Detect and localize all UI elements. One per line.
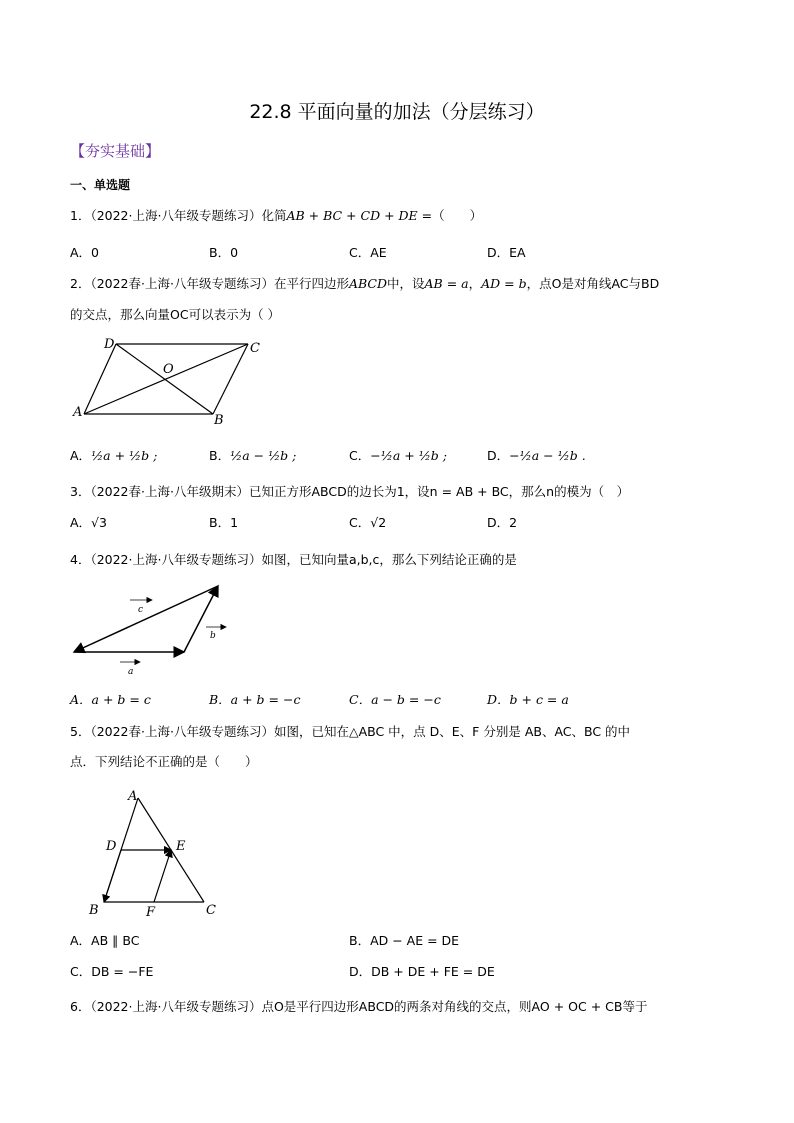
q4-option-b[interactable]: B．a + b = −c — [209, 692, 301, 707]
q2-option-d[interactable] — [487, 446, 586, 464]
triangle-midpoints-figure — [84, 786, 234, 920]
label-o: O — [163, 362, 174, 377]
q2-option-b[interactable] — [209, 446, 296, 464]
label-a: A — [73, 405, 83, 420]
question-2-mid: 中，设 — [387, 276, 425, 291]
q3-option-c[interactable]: C．√2 — [349, 515, 387, 530]
q2-option-d-expr: −½a − ½b . — [509, 448, 586, 463]
q2-option-a[interactable] — [70, 446, 157, 464]
question-2-suffix: ，点O是对角线AC与BD — [526, 276, 660, 291]
label-b: B — [89, 903, 99, 918]
question-1-prefix: 1．（2022·上海·八年级专题练习）化简 — [70, 208, 287, 223]
label-f: F — [146, 905, 156, 920]
q4-option-a[interactable]: A．a + b = c — [70, 692, 151, 707]
q3-option-d[interactable]: D．2 — [487, 515, 518, 530]
label-b: b — [210, 631, 216, 641]
label-d: D — [104, 337, 115, 352]
question-5-line2: 点．下列结论不正确的是（ ） — [70, 754, 258, 769]
label-c: C — [206, 903, 216, 918]
q1-option-b[interactable]: B．0 — [209, 245, 239, 260]
q2-option-b-expr: ½a − ½b ; — [230, 448, 297, 463]
label-d: D — [106, 839, 117, 854]
vector-b-arrow — [184, 586, 218, 652]
vector-triangle-figure — [70, 578, 240, 678]
q1-option-d[interactable]: D．EA — [487, 245, 526, 260]
label-a: a — [128, 667, 134, 677]
question-1-suffix: （ ） — [432, 208, 483, 223]
q2-option-c[interactable] — [349, 446, 447, 464]
parallelogram-name: ABCD — [348, 276, 387, 291]
q5-option-b[interactable]: B．AD − AE = DE — [349, 933, 460, 948]
vector-a-definition: AB = a — [424, 276, 469, 291]
q3-option-a[interactable]: A．√3 — [70, 515, 107, 530]
q5-option-d[interactable]: D．DB + DE + FE = DE — [349, 964, 495, 979]
question-2-line1: 2．（2022春·上海·八年级专题练习）在平行四边形ABCD中，设AB = a，AD = b，点O是对角线AC与BD — [70, 276, 660, 291]
label-b: B — [214, 413, 224, 428]
diagonal-ac — [84, 344, 248, 414]
vector-fe — [154, 850, 171, 902]
q2-option-a-expr: ½a + ½b ; — [91, 448, 158, 463]
edge-da — [84, 344, 116, 414]
q2-option-c-letter: C． — [349, 448, 371, 463]
q2-option-b-letter: B． — [209, 448, 231, 463]
question-2-line2: 的交点，那么向量OC可以表示为（ ） — [70, 307, 281, 322]
q2-option-a-letter: A． — [70, 448, 92, 463]
question-2-prefix: 2．（2022春·上海·八年级专题练习）在平行四边形 — [70, 276, 349, 291]
edge-bc — [213, 344, 248, 414]
q2-option-c-expr: −½a + ½b ; — [370, 448, 447, 463]
q1-option-c[interactable]: C．AE — [349, 245, 387, 260]
question-6: 6．（2022·上海·八年级专题练习）点O是平行四边形ABCD的两条对角线的交点，则AO + OC + CB等于 — [70, 999, 648, 1014]
q5-option-a[interactable]: A．AB ∥ BC — [70, 933, 140, 948]
question-4: 4．（2022·上海·八年级专题练习）如图，已知向量a,b,c，那么下列结论正确的是 — [70, 552, 517, 567]
question-1 — [70, 206, 482, 224]
q3-option-b[interactable]: B．1 — [209, 515, 239, 530]
diagonal-bd — [116, 344, 213, 414]
label-c: C — [250, 341, 260, 356]
q4-option-c[interactable]: C．a − b = −c — [349, 692, 441, 707]
subsection-heading: 一、单选题 — [70, 178, 131, 192]
label-a: A — [128, 789, 138, 804]
q4-option-d[interactable]: D．b + c = a — [487, 692, 569, 707]
label-c: c — [138, 605, 144, 615]
q1-option-a[interactable]: A．0 — [70, 245, 100, 260]
vector-b-definition: AD = b — [481, 276, 527, 291]
page-title: 22.8 平面向量的加法（分层练习） — [249, 101, 545, 123]
vector-db — [104, 850, 121, 902]
q2-option-d-letter: D． — [487, 448, 510, 463]
parallelogram-figure — [70, 336, 270, 428]
question-3: 3．（2022春·上海·八年级期末）已知正方形ABCD的边长为1，设n = AB + BC，那么n的模为（ ） — [70, 484, 630, 499]
question-1-expression: AB + BC + CD + DE = — [286, 208, 433, 223]
section-heading: 【夯实基础】 — [70, 142, 161, 160]
label-e: E — [176, 839, 186, 854]
question-5-line1: 5．（2022春·上海·八年级专题练习）如图，已知在△ABC 中，点 D、E、F 分别是 AB、AC、BC 的中 — [70, 724, 631, 739]
vector-c-arrow — [74, 586, 218, 652]
q5-option-c[interactable]: C．DB = −FE — [70, 964, 154, 979]
